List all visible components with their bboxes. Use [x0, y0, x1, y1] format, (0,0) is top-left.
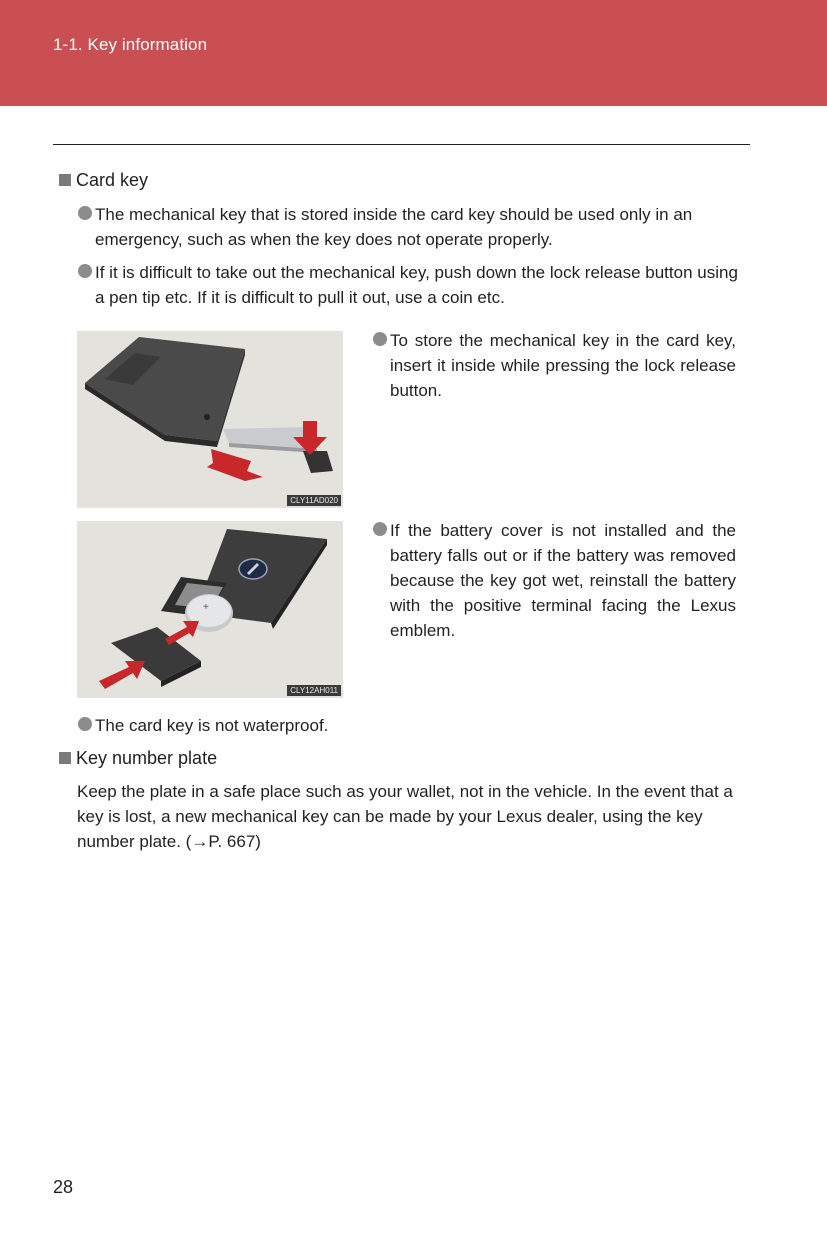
card-key-heading	[59, 170, 148, 191]
square-bullet-icon	[59, 174, 71, 186]
round-bullet-icon	[373, 332, 387, 346]
key-number-plate-text: Keep the plate in a safe place such as your wallet, not in the vehicle. In the event that a key is lost, a new mechanical key can be made by your Lexus dealer, using the key number plate. (→P. 667)	[77, 782, 733, 851]
key-number-plate-heading	[59, 748, 217, 769]
bullet-text: If it is difficult to take out the mechanical key, push down the lock release button using a pen tip etc. If it is difficult to pull it out, use a coin etc.	[95, 263, 738, 307]
card-key-title: Card key	[76, 170, 149, 190]
bullet-item	[78, 202, 748, 252]
figure-caption	[373, 518, 736, 643]
arrow-icon	[99, 661, 145, 689]
round-bullet-icon	[78, 206, 92, 220]
figure-label: CLY11AD020	[287, 495, 341, 506]
figure-label: CLY12AH011	[287, 685, 341, 696]
page-header	[0, 0, 827, 106]
card-key-illustration	[77, 331, 343, 508]
page-number: 28	[53, 1177, 74, 1197]
figure-caption	[373, 328, 736, 403]
svg-text:+: +	[203, 602, 209, 613]
figure-battery	[77, 521, 343, 698]
bullet-item	[78, 260, 748, 310]
bullet-text: The mechanical key that is stored inside the card key should be used only in an emergency, such as when the key does not operate properly.	[95, 205, 693, 249]
key-number-plate-title: Key number plate	[76, 748, 218, 768]
bullet-item	[78, 713, 478, 738]
section-title: 1-1. Key information	[53, 35, 208, 54]
square-bullet-icon	[59, 752, 71, 764]
round-bullet-icon	[373, 522, 387, 536]
divider	[53, 144, 750, 145]
battery-illustration	[77, 521, 343, 698]
arrow-icon	[207, 449, 263, 481]
figure-store-key	[77, 331, 343, 508]
round-bullet-icon	[78, 264, 92, 278]
arrow-icon	[165, 621, 199, 645]
round-bullet-icon	[78, 717, 92, 731]
bullet-text: The card key is not waterproof.	[95, 716, 329, 735]
caption-text: To store the mechanical key in the card key, insert it inside while pressing the lock release button.	[390, 331, 736, 400]
caption-text: If the battery cover is not installed and the battery falls out or if the battery was removed because the key got wet, reinstall the battery with the positive terminal facing the Lexus emblem.	[390, 521, 736, 640]
